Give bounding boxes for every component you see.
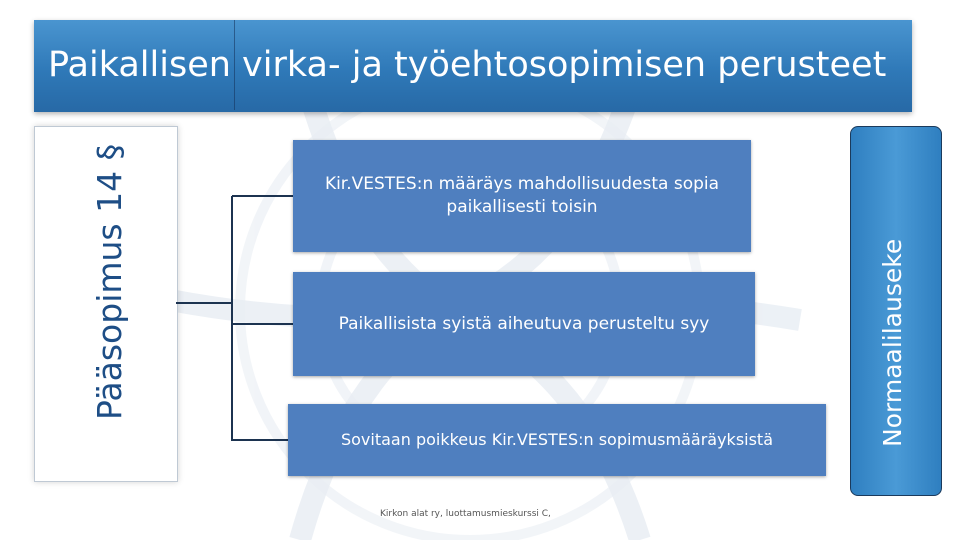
item-box-1-text: Kir.VESTES:n määräys mahdollisuudesta sopia paikallisesti toisin [324,174,720,217]
item-box-3-text: Sovitaan poikkeus Kir.VESTES:n sopimusmääräyksistä [340,430,774,450]
left-panel-label: Pääsopimus 14 § [90,143,129,420]
slide-title: Paikallisen virka- ja työehtosopimisen perusteet [48,45,887,85]
item-box-1 [293,140,751,252]
item-box-2-text: Paikallisista syistä aiheutuva perusteltu syy [338,313,710,334]
right-panel-label: Normaalilauseke [878,238,907,447]
item-box-2 [293,272,755,376]
footer-text: Kirkon alat ry, luottamusmieskurssi C, [380,509,551,519]
item-box-3 [288,404,826,476]
